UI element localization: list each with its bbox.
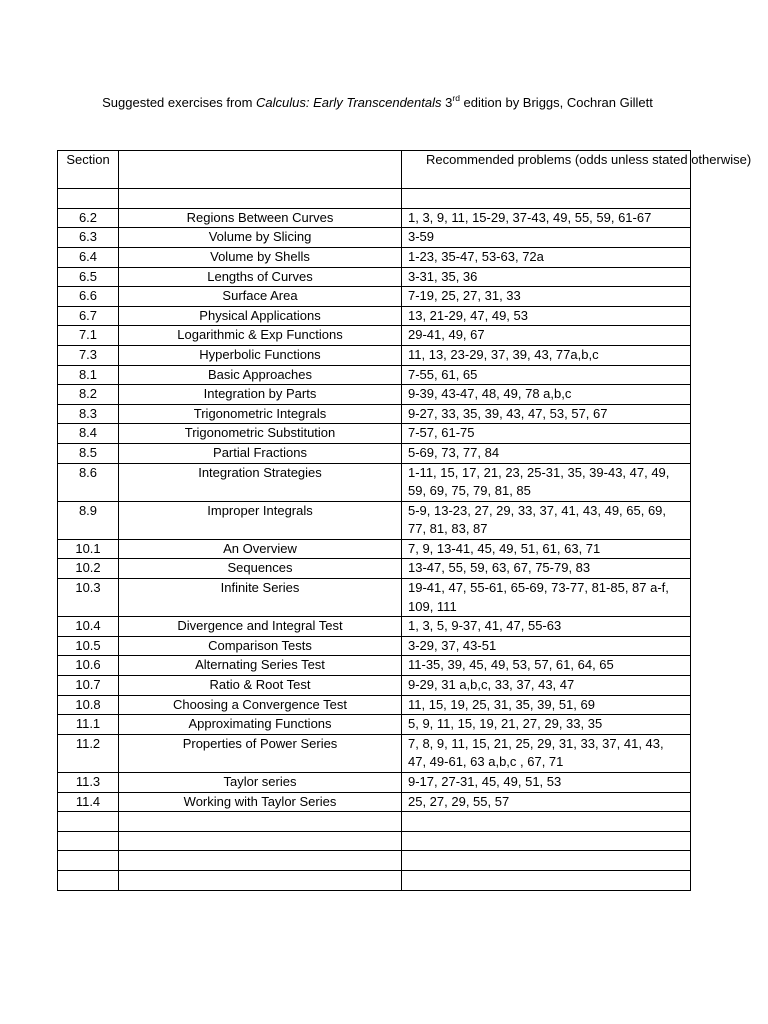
header-problems-cell xyxy=(402,151,752,189)
table-row xyxy=(58,792,691,812)
section-cell: 8.4 xyxy=(58,424,119,444)
table-row xyxy=(58,228,691,248)
table-row xyxy=(58,579,691,617)
table-row xyxy=(58,443,691,463)
table-row xyxy=(58,267,691,287)
header-section-cell: Section xyxy=(58,151,119,189)
table-row xyxy=(58,773,691,793)
topic-cell: Integration by Parts xyxy=(119,385,402,405)
problems-cell xyxy=(402,656,691,676)
section-cell: 10.3 xyxy=(58,579,119,617)
problems-cell xyxy=(402,812,691,832)
problems-cell xyxy=(402,773,691,793)
topic-cell: Basic Approaches xyxy=(119,365,402,385)
problems-line: 9-29, 31 a,b,c, 33, 37, 43, 47 xyxy=(408,677,575,693)
table-row xyxy=(58,385,691,405)
section-cell: 6.5 xyxy=(58,267,119,287)
problems-line: 9-39, 43-47, 48, 49, 78 a,b,c xyxy=(408,386,572,402)
section-cell: 10.5 xyxy=(58,636,119,656)
section-cell: 8.5 xyxy=(58,443,119,463)
section-cell: 6.2 xyxy=(58,208,119,228)
blank-row xyxy=(58,870,691,890)
problems-cell xyxy=(402,734,691,772)
edition-suffix: rd xyxy=(452,93,460,103)
problems-cell xyxy=(402,208,691,228)
problems-line: 19-41, 47, 55-61, 65-69, 73-77, 81-85, 87 a-f, xyxy=(408,580,669,596)
topic-cell: Divergence and Integral Test xyxy=(119,617,402,637)
problems-cell xyxy=(402,636,691,656)
table-row xyxy=(58,287,691,307)
topic-cell: Approximating Functions xyxy=(119,715,402,735)
topic-cell: Taylor series xyxy=(119,773,402,793)
problems-line: 13, 21-29, 47, 49, 53 xyxy=(408,307,528,323)
problems-line: 77, 81, 83, 87 xyxy=(408,521,488,537)
header-topic-cell xyxy=(119,151,402,189)
table-row xyxy=(58,404,691,424)
problems-cell xyxy=(402,443,691,463)
problems-line: 7-55, 61, 65 xyxy=(408,366,478,382)
problems-cell xyxy=(402,326,691,346)
table-body xyxy=(58,189,691,890)
table-row xyxy=(58,695,691,715)
topic-cell: Alternating Series Test xyxy=(119,656,402,676)
problems-cell xyxy=(402,715,691,735)
topic-cell: Lengths of Curves xyxy=(119,267,402,287)
topic-cell: Improper Integrals xyxy=(119,501,402,539)
section-cell: 6.6 xyxy=(58,287,119,307)
topic-cell: Working with Taylor Series xyxy=(119,792,402,812)
topic-cell: Partial Fractions xyxy=(119,443,402,463)
problems-cell xyxy=(402,463,691,501)
problems-cell xyxy=(402,189,691,209)
problems-cell xyxy=(402,559,691,579)
table-row xyxy=(58,345,691,365)
problems-cell xyxy=(402,247,691,267)
problems-cell xyxy=(402,851,691,871)
problems-line: 25, 27, 29, 55, 57 xyxy=(408,793,510,809)
problems-cell xyxy=(402,365,691,385)
problems-line: 9-27, 33, 35, 39, 43, 47, 53, 57, 67 xyxy=(408,405,608,421)
problems-line: 7-57, 61-75 xyxy=(408,425,475,441)
topic-cell: Infinite Series xyxy=(119,579,402,617)
problems-line: 7-19, 25, 27, 31, 33 xyxy=(408,288,521,304)
blank-row xyxy=(58,812,691,832)
section-cell: 10.1 xyxy=(58,539,119,559)
topic-cell: Logarithmic & Exp Functions xyxy=(119,326,402,346)
problems-line: 1-11, 15, 17, 21, 23, 25-31, 35, 39-43, 47, 49, xyxy=(408,464,670,480)
topic-cell: Hyperbolic Functions xyxy=(119,345,402,365)
topic-cell: Sequences xyxy=(119,559,402,579)
section-cell: 8.1 xyxy=(58,365,119,385)
section-cell: 10.2 xyxy=(58,559,119,579)
page-title xyxy=(0,94,755,112)
problems-cell xyxy=(402,267,691,287)
problems-line: 1-23, 35-47, 53-63, 72a xyxy=(408,248,544,264)
problems-cell xyxy=(402,539,691,559)
table-row xyxy=(58,501,691,539)
problems-cell xyxy=(402,424,691,444)
table-row xyxy=(58,617,691,637)
topic-cell: Surface Area xyxy=(119,287,402,307)
edition-number: 3 xyxy=(445,95,453,110)
table-row xyxy=(58,539,691,559)
topic-cell: Ratio & Root Test xyxy=(119,676,402,696)
table-row xyxy=(58,326,691,346)
problems-line: 109, 111 xyxy=(408,598,457,614)
problems-line: 3-59 xyxy=(408,229,435,245)
topic-cell: An Overview xyxy=(119,539,402,559)
topic-cell: Choosing a Convergence Test xyxy=(119,695,402,715)
section-cell: 8.9 xyxy=(58,501,119,539)
exercises-table xyxy=(57,150,752,891)
topic-cell: Volume by Slicing xyxy=(119,228,402,248)
table-row xyxy=(58,656,691,676)
section-cell: 8.2 xyxy=(58,385,119,405)
table-row xyxy=(58,306,691,326)
blank-row xyxy=(58,831,691,851)
header-problems-label: Recommended problems (odds unless stated otherwise) xyxy=(426,152,752,167)
problems-line: 59, 69, 75, 79, 81, 85 xyxy=(408,483,531,499)
section-cell: 10.7 xyxy=(58,676,119,696)
blank-row xyxy=(58,189,691,209)
problems-line: 11, 15, 19, 25, 31, 35, 39, 51, 69 xyxy=(408,696,595,712)
section-cell xyxy=(58,189,119,209)
blank-row xyxy=(58,851,691,871)
problems-line: 7, 8, 9, 11, 15, 21, 25, 29, 31, 33, 37, 41, 43, xyxy=(408,735,664,751)
section-cell: 10.8 xyxy=(58,695,119,715)
problems-cell xyxy=(402,228,691,248)
problems-line: 47, 49-61, 63 a,b,c , 67, 71 xyxy=(408,754,564,770)
problems-line: 1, 3, 9, 11, 15-29, 37-43, 49, 55, 59, 61-67 xyxy=(408,209,652,225)
problems-line: 13-47, 55, 59, 63, 67, 75-79, 83 xyxy=(408,560,591,576)
table-row xyxy=(58,734,691,772)
section-cell: 11.1 xyxy=(58,715,119,735)
section-cell: 8.6 xyxy=(58,463,119,501)
table-header-row xyxy=(58,151,691,189)
problems-cell xyxy=(402,287,691,307)
problems-cell xyxy=(402,306,691,326)
problems-cell xyxy=(402,695,691,715)
section-cell: 10.6 xyxy=(58,656,119,676)
topic-cell: Volume by Shells xyxy=(119,247,402,267)
section-cell: 10.4 xyxy=(58,617,119,637)
table-row xyxy=(58,365,691,385)
problems-line: 3-31, 35, 36 xyxy=(408,268,478,284)
topic-cell: Comparison Tests xyxy=(119,636,402,656)
table-row xyxy=(58,424,691,444)
problems-cell xyxy=(402,385,691,405)
topic-cell: Regions Between Curves xyxy=(119,208,402,228)
section-cell: 11.2 xyxy=(58,734,119,772)
section-cell xyxy=(58,812,119,832)
problems-cell xyxy=(402,579,691,617)
section-cell xyxy=(58,851,119,871)
section-cell xyxy=(58,831,119,851)
topic-cell: Integration Strategies xyxy=(119,463,402,501)
problems-line: 3-29, 37, 43-51 xyxy=(408,637,497,653)
section-cell: 11.3 xyxy=(58,773,119,793)
table-row xyxy=(58,463,691,501)
problems-line: 5-69, 73, 77, 84 xyxy=(408,444,500,460)
topic-cell: Trigonometric Substitution xyxy=(119,424,402,444)
problems-cell xyxy=(402,831,691,851)
topic-cell: Properties of Power Series xyxy=(119,734,402,772)
topic-cell xyxy=(119,870,402,890)
problems-line: 11, 13, 23-29, 37, 39, 43, 77a,b,c xyxy=(408,346,599,362)
problems-cell xyxy=(402,345,691,365)
section-cell: 6.4 xyxy=(58,247,119,267)
table-row xyxy=(58,208,691,228)
problems-cell xyxy=(402,617,691,637)
topic-cell: Physical Applications xyxy=(119,306,402,326)
table-row xyxy=(58,676,691,696)
section-cell: 6.3 xyxy=(58,228,119,248)
topic-cell xyxy=(119,831,402,851)
problems-cell xyxy=(402,501,691,539)
section-cell: 8.3 xyxy=(58,404,119,424)
problems-cell xyxy=(402,676,691,696)
problems-line: 7, 9, 13-41, 45, 49, 51, 61, 63, 71 xyxy=(408,540,601,556)
title-prefix: Suggested exercises from xyxy=(102,95,253,110)
section-cell xyxy=(58,870,119,890)
section-cell: 7.3 xyxy=(58,345,119,365)
topic-cell xyxy=(119,812,402,832)
section-cell: 7.1 xyxy=(58,326,119,346)
section-cell: 6.7 xyxy=(58,306,119,326)
problems-line: 5, 9, 11, 15, 19, 21, 27, 29, 33, 35 xyxy=(408,716,603,732)
table-row xyxy=(58,559,691,579)
problems-line: 5-9, 13-23, 27, 29, 33, 37, 41, 43, 49, 65, 69, xyxy=(408,502,667,518)
table-row xyxy=(58,715,691,735)
problems-cell xyxy=(402,870,691,890)
problems-cell xyxy=(402,792,691,812)
problems-line: 1, 3, 5, 9-37, 41, 47, 55-63 xyxy=(408,618,562,634)
table-row xyxy=(58,247,691,267)
problems-line: 29-41, 49, 67 xyxy=(408,327,485,343)
title-rest: edition by Briggs, Cochran Gillett xyxy=(463,95,653,110)
topic-cell xyxy=(119,189,402,209)
section-cell: 11.4 xyxy=(58,792,119,812)
problems-line: 11-35, 39, 45, 49, 53, 57, 61, 64, 65 xyxy=(408,657,614,673)
book-title: Calculus: Early Transcendentals xyxy=(256,95,442,110)
topic-cell: Trigonometric Integrals xyxy=(119,404,402,424)
problems-cell xyxy=(402,404,691,424)
table-row xyxy=(58,636,691,656)
problems-line: 9-17, 27-31, 45, 49, 51, 53 xyxy=(408,774,562,789)
topic-cell xyxy=(119,851,402,871)
